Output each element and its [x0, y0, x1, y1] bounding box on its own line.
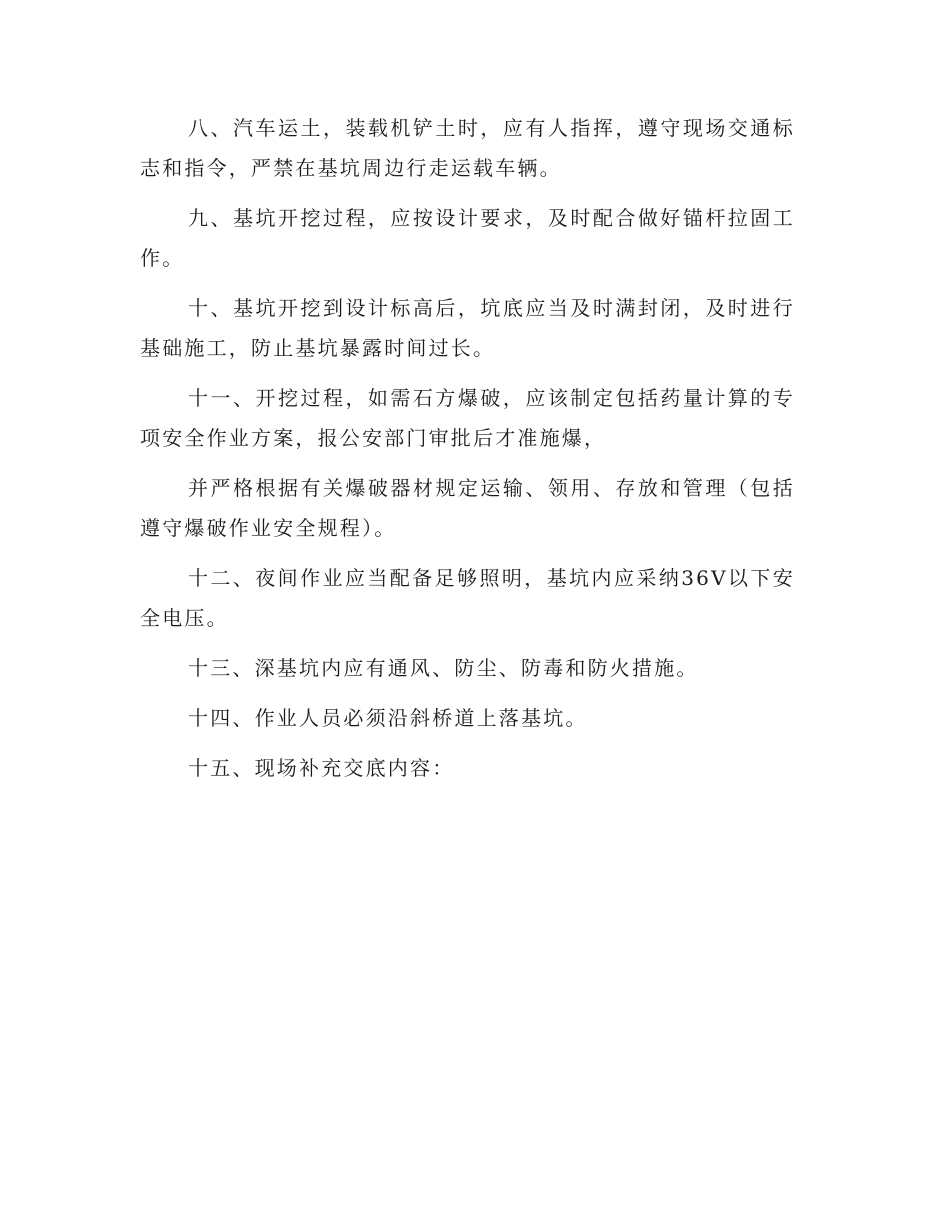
paragraph-11: 十一、开挖过程，如需石方爆破，应该制定包括药量计算的专项安全作业方案，报公安部门审批后才准施爆，	[140, 386, 795, 450]
document-body	[140, 108, 795, 798]
paragraph-15: 十五、现场补充交底内容：	[188, 756, 455, 780]
paragraph-9: 九、基坑开挖过程，应按设计要求，及时配合做好锚杆拉固工作。	[140, 206, 795, 270]
paragraph-12: 十二、夜间作业应当配备足够照明，基坑内应采纳36V以下安全电压。	[140, 566, 795, 630]
paragraph-11-continued: 并严格根据有关爆破器材规定运输、领用、存放和管理（包括遵守爆破作业安全规程）。	[140, 476, 795, 540]
paragraph-8: 八、汽车运土，装载机铲土时，应有人指挥，遵守现场交通标志和指令，严禁在基坑周边行走运载车辆。	[140, 116, 795, 180]
paragraph-13: 十三、深基坑内应有通风、防尘、防毒和防火措施。	[188, 656, 699, 680]
paragraph-10: 十、基坑开挖到设计标高后，坑底应当及时满封闭，及时进行基础施工，防止基坑暴露时间过长。	[140, 296, 795, 360]
paragraph-14: 十四、作业人员必须沿斜桥道上落基坑。	[188, 706, 588, 730]
